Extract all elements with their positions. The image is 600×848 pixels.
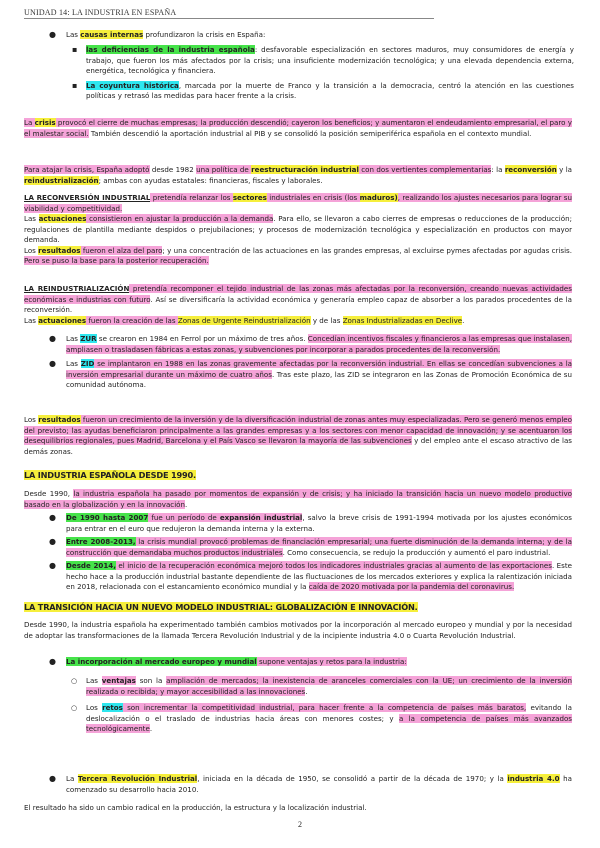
section-heading: LA INDUSTRIA ESPAÑOLA DESDE 1990. xyxy=(24,470,196,480)
list-item: ● Las ZUR se crearon en 1984 en Ferrol por un máximo de tres años. Concedían incentivos fiscales y financieros a las empresas que instalasen, ampliasen o trasladasen fábricas a estas zonas, y subvenciones por incorporar a parados procedentes de la reconversión. xyxy=(49,334,572,354)
crisis-paragraph: La crisis provocó el cierre de muchas empresas; la producción descendió; cayeron los beneficios; y aumentaron el endeudamiento empresarial, el paro y el malestar social. También descendió la aportación industrial al PIB y se consolidó la posición semiperiférica española en el contexto mundial. xyxy=(24,118,572,138)
bullet-icon: ● xyxy=(49,537,56,546)
bullet-icon: ○ xyxy=(71,704,78,712)
section-heading: LA RECONVERSIÓN INDUSTRIAL xyxy=(24,193,151,202)
reindustrializacion-results: Los resultados fueron un crecimiento de la inversión y de la diversificación industrial de zonas antes muy especializadas. Pero se generó menos empleo del previsto; las ayudas beneficiaron principalmente a las grandes empresas y a los sectores con menor capacidad de innovación; y se acentuaron los desequilibrios regionales, pues Madrid, Barcelona y el País Vasco se llevaron la mayoría de las subvenciones y del empleo ante el escaso atractivo de las demás zonas. xyxy=(24,415,573,456)
page-number: 2 xyxy=(298,820,302,829)
bullet-icon: ▪ xyxy=(72,80,78,90)
list-item: ● Desde 2014, el inicio de la recuperación económica mejoró todos los indicadores industriales gracias al aumento de las exportaciones. Este hecho hace a la producción industrial bastante dependiente de las fluctuaciones de los mercados exteriores y explica la ralentización iniciada en 2018, relacionada con el estancamiento económico mundial y la caída de 2020 motivada por la pandemia del coronavirus. xyxy=(49,561,572,591)
closing-paragraph: El resultado ha sido un cambio radical en la producción, la estructura y la localización industrial. xyxy=(24,803,367,812)
list-item: ▪ La coyuntura histórica, marcada por la muerte de Franco y la transición a la democracia, centró la atención en las cuestiones políticas y retrasó las medidas para hacer frente a la crisis. xyxy=(72,80,574,100)
page-header: UNIDAD 14: LA INDUSTRIA EN ESPAÑA xyxy=(24,8,434,19)
bullet-icon: ● xyxy=(49,359,56,368)
transition-list xyxy=(49,657,572,668)
bullet-icon: ● xyxy=(49,334,56,343)
since-1990-paragraph: Desde 1990, la industria española ha pasado por momentos de expansión y de crisis; y ha iniciado la transición hacia un nuevo modelo productivo basado en la globalización y en la innovación. xyxy=(24,489,572,509)
list-item: ○ Los retos son incrementar la competitividad industrial, para hacer frente a la competencia de países más baratos, evitando la deslocalización o el traslado de industrias hacia áreas con menores costes; y a la competencia de países más avanzados tecnológicamente. xyxy=(71,703,573,733)
section-heading: LA TRANSICIÓN HACIA UN NUEVO MODELO INDUSTRIAL: GLOBALIZACIÓN E INNOVACIÓN. xyxy=(24,602,418,612)
transition-intro: Desde 1990, la industria española ha experimentado también cambios motivados por la incorporación al mercado europeo y mundial y por la necesidad de adoptar las transformaciones de la llamada Tercera Revolución Industrial y de la incipiente industria 4.0 o Cuarta Revolución Industrial. xyxy=(24,620,572,640)
bullet-icon: ● xyxy=(49,561,56,570)
bullet-icon: ● xyxy=(49,657,56,666)
bullet-icon: ▪ xyxy=(72,45,78,54)
causes-sublist xyxy=(72,45,574,102)
bullet-icon: ● xyxy=(49,774,56,783)
restructuring-paragraph: Para atajar la crisis, España adoptó desde 1982 una política de reestructuración industrial con dos vertientes complementarias: la reconversión y la reindustrialización; ambas con ayudas estatales: financieras, fiscales y laborales. xyxy=(24,165,573,185)
causes-list xyxy=(49,30,566,41)
reindustrializacion-section: LA REINDUSTRIALIZACIÓN pretendía recomponer el tejido industrial de las zonas más afectadas por la reconversión, creando nuevas actividades económicas e industrias con futuro. Así se diversificaría la actividad económica y generaría empleo capaz de absorber a los parados procedentes de la reconversión. Las actuaciones fueron la creación de las Zonas de Urgente Reindustrialización y de las Zonas Industrializadas en Declive. xyxy=(24,284,572,325)
zones-list xyxy=(49,334,573,391)
list-item: ● Las causas internas profundizaron la crisis en España: xyxy=(49,30,266,39)
section-heading: LA REINDUSTRIALIZACIÓN xyxy=(24,284,130,293)
list-item: ○ Las ventajas son la ampliación de mercados; la inexistencia de aranceles comerciales con la UE; un crecimiento de la inversión realizada o recibida; y mayor accesibilidad a las innovaciones. xyxy=(71,676,572,696)
list-item: ● La Tercera Revolución Industrial, iniciada en la década de 1950, se consolidó a partir de la década de 1970; y la industria 4.0 ha comenzado su desarrollo hacia 2010. xyxy=(49,774,572,794)
list-item: ● Entre 2008-2013, la crisis mundial provocó problemas de financiación empresarial; una fuerte disminución de la demanda interna; y de la construcción que demandaba muchos productos industriales. Como consecuencia, se redujo la producción y aumentó el paro industrial. xyxy=(49,537,572,557)
list-item: ● La incorporación al mercado europeo y mundial supone ventajas y retos para la industria: xyxy=(49,657,407,666)
list-item: ● De 1990 hasta 2007 fue un período de expansión industrial, salvo la breve crisis de 1991-1994 motivada por los ajustes económicos para entrar en el euro que redujeron la demanda interna y la externa. xyxy=(49,513,572,533)
bullet-icon: ● xyxy=(49,513,56,522)
transition-list-2 xyxy=(49,774,572,795)
reconversion-section: LA RECONVERSIÓN INDUSTRIAL pretendía relanzar los sectores industriales en crisis (los maduros), realizando los ajustes necesarios para lograr su viabilidad y competitividad. Las actuaciones consistieron en ajustar la producción a la demanda. Para ello, se llevaron a cabo cierres de empresas o reducciones de la producción; regulaciones de plantilla mediante despidos o prejubilaciones; y procesos de modernización tecnológica y especialización en productos con mayor demanda. Los resultados fueron el alza del paro; y una concentración de las actuaciones en las grandes empresas, al excluirse pymes afectadas por agudas crisis. Pero se puso la base para la posterior recuperación. xyxy=(24,193,572,265)
list-item: ● Las ZID se implantaron en 1988 en las zonas gravemente afectadas por la reconversión industrial. En ellas se concedían subvenciones a la inversión empresarial durante un máximo de cuatro años. Tras este plazo, las ZID se integraron en las Zonas de Promoción Económica de su comunidad autónoma. xyxy=(49,359,573,389)
bullet-icon: ● xyxy=(49,30,56,39)
list-item: ▪ las deficiencias de la industria española: desfavorable especialización en sectores maduros, muy consumidores de energía y trabajo, que fueron los más afectados por la crisis; una insuficiente modernización tecnológica; y una elevada dependencia externa, energética, tecnológica y financiera. xyxy=(72,45,574,75)
transition-sublist xyxy=(71,676,573,735)
periods-list xyxy=(49,513,572,593)
bullet-icon: ○ xyxy=(71,677,78,685)
